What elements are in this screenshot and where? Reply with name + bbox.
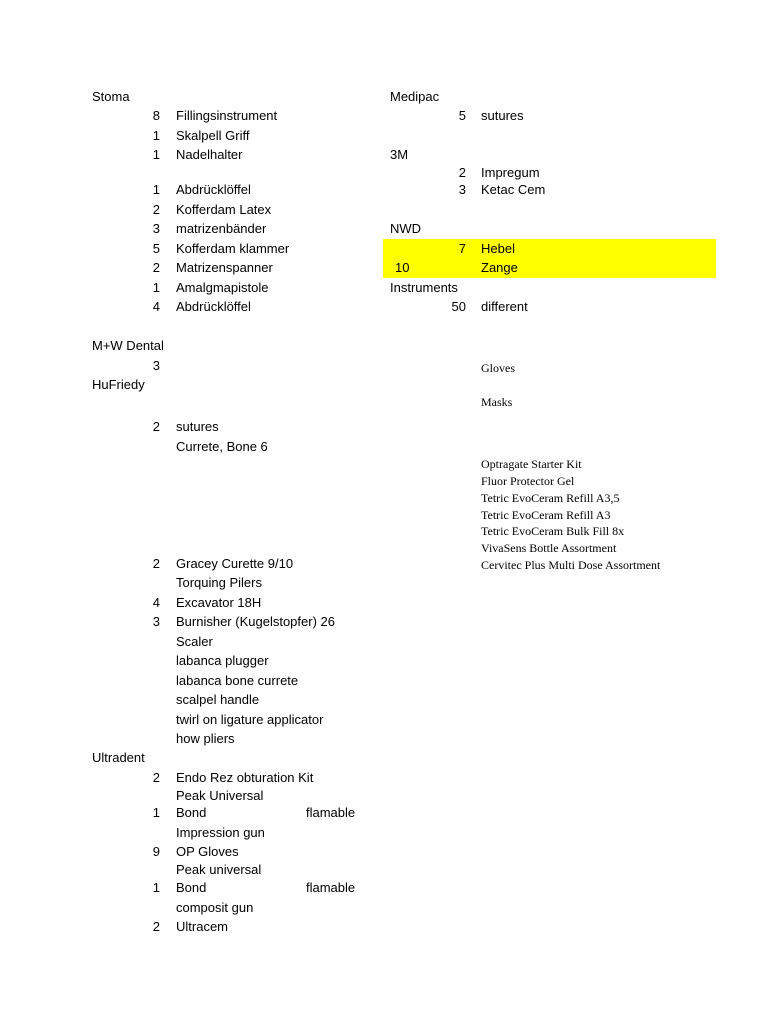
- item-qty: 4: [152, 299, 160, 314]
- item-name: Hebel: [481, 241, 515, 256]
- section-instruments: Instruments: [390, 280, 458, 295]
- item-qty: 3: [152, 358, 160, 373]
- item-name: Abdrücklöffel: [176, 182, 251, 197]
- item-qty: 10: [395, 260, 410, 275]
- item-qty: 2: [458, 165, 466, 180]
- item-qty: 50: [451, 299, 466, 314]
- item-name: Burnisher (Kugelstopfer) 26: [176, 614, 335, 629]
- item-name: Bond: [176, 805, 207, 820]
- item-name: Excavator 18H: [176, 595, 262, 610]
- item-name: labanca bone currete: [176, 673, 299, 688]
- item-name: Amalgmapistole: [176, 280, 269, 295]
- item-gloves: Gloves: [481, 361, 515, 375]
- item-note: flamable: [306, 880, 356, 895]
- item-name: Ketac Cem: [481, 182, 546, 197]
- item-name: Zange: [481, 260, 518, 275]
- item-name: Impregum: [481, 165, 540, 180]
- item-qty: 3: [152, 221, 160, 236]
- item-name: labanca plugger: [176, 653, 269, 668]
- item-qty: 2: [152, 202, 160, 217]
- item-name: twirl on ligature applicator: [176, 712, 324, 727]
- item-name: Impression gun: [176, 825, 265, 840]
- item-name: Scaler: [176, 634, 213, 649]
- item-name: how pliers: [176, 731, 235, 746]
- item-qty: 3: [152, 614, 160, 629]
- item-name: matrizenbänder: [176, 221, 267, 236]
- item-qty: 1: [152, 280, 160, 295]
- section-stoma: Stoma: [92, 89, 130, 104]
- item-name: composit gun: [176, 900, 254, 915]
- item-name: sutures: [481, 108, 524, 123]
- item-name: Abdrücklöffel: [176, 299, 251, 314]
- item-qty: 2: [152, 260, 160, 275]
- item-name: OP Gloves: [176, 844, 239, 859]
- item-name: Matrizenspanner: [176, 260, 273, 275]
- item-name: Skalpell Griff: [176, 128, 250, 143]
- item-qty: 5: [152, 241, 160, 256]
- item-name: Peak Universal: [176, 788, 264, 803]
- item-qty: 2: [152, 556, 160, 571]
- item-qty: 2: [152, 419, 160, 434]
- item-name: Fluor Protector Gel: [481, 474, 575, 488]
- item-qty: 8: [152, 108, 160, 123]
- item-name: Tetric EvoCeram Refill A3: [481, 508, 611, 522]
- item-qty: 2: [152, 919, 160, 934]
- item-name: Bond: [176, 880, 207, 895]
- item-qty: 1: [152, 147, 160, 162]
- section-hufriedy: HuFriedy: [92, 377, 145, 392]
- section-nwd: NWD: [390, 221, 422, 236]
- item-qty: 1: [152, 805, 160, 820]
- item-name: scalpel handle: [176, 692, 260, 707]
- item-qty: 2: [152, 770, 160, 785]
- item-name: Peak universal: [176, 862, 262, 877]
- item-qty: 1: [152, 182, 160, 197]
- section-ultradent: Ultradent: [92, 750, 145, 765]
- item-qty: 1: [152, 128, 160, 143]
- item-name: Fillingsinstrument: [176, 108, 278, 123]
- item-qty: 5: [458, 108, 466, 123]
- section-medipac: Medipac: [390, 89, 440, 104]
- item-name: Tetric EvoCeram Bulk Fill 8x: [481, 524, 625, 538]
- section-mw-dental: M+W Dental: [92, 338, 164, 353]
- item-name: Cervitec Plus Multi Dose Assortment: [481, 558, 661, 572]
- item-name: Optragate Starter Kit: [481, 457, 582, 471]
- item-name: sutures: [176, 419, 219, 434]
- item-qty: 4: [152, 595, 160, 610]
- item-qty: 9: [152, 844, 160, 859]
- item-name: Currete, Bone 6: [176, 439, 268, 454]
- item-name: Endo Rez obturation Kit: [176, 770, 314, 785]
- item-name: Tetric EvoCeram Refill A3,5: [481, 491, 620, 505]
- item-qty: 3: [458, 182, 466, 197]
- item-qty: 7: [458, 241, 466, 256]
- item-name: Kofferdam Latex: [176, 202, 272, 217]
- item-name: Nadelhalter: [176, 147, 243, 162]
- item-qty: 1: [152, 880, 160, 895]
- item-note: flamable: [306, 805, 356, 820]
- item-name: Torquing Pilers: [176, 575, 262, 590]
- item-masks: Masks: [481, 395, 513, 409]
- item-name: Gracey Curette 9/10: [176, 556, 294, 571]
- section-3m: 3M: [390, 147, 409, 162]
- item-name: different: [481, 299, 528, 314]
- item-name: Kofferdam klammer: [176, 241, 290, 256]
- item-name: Ultracem: [176, 919, 229, 934]
- item-name: VivaSens Bottle Assortment: [481, 541, 617, 555]
